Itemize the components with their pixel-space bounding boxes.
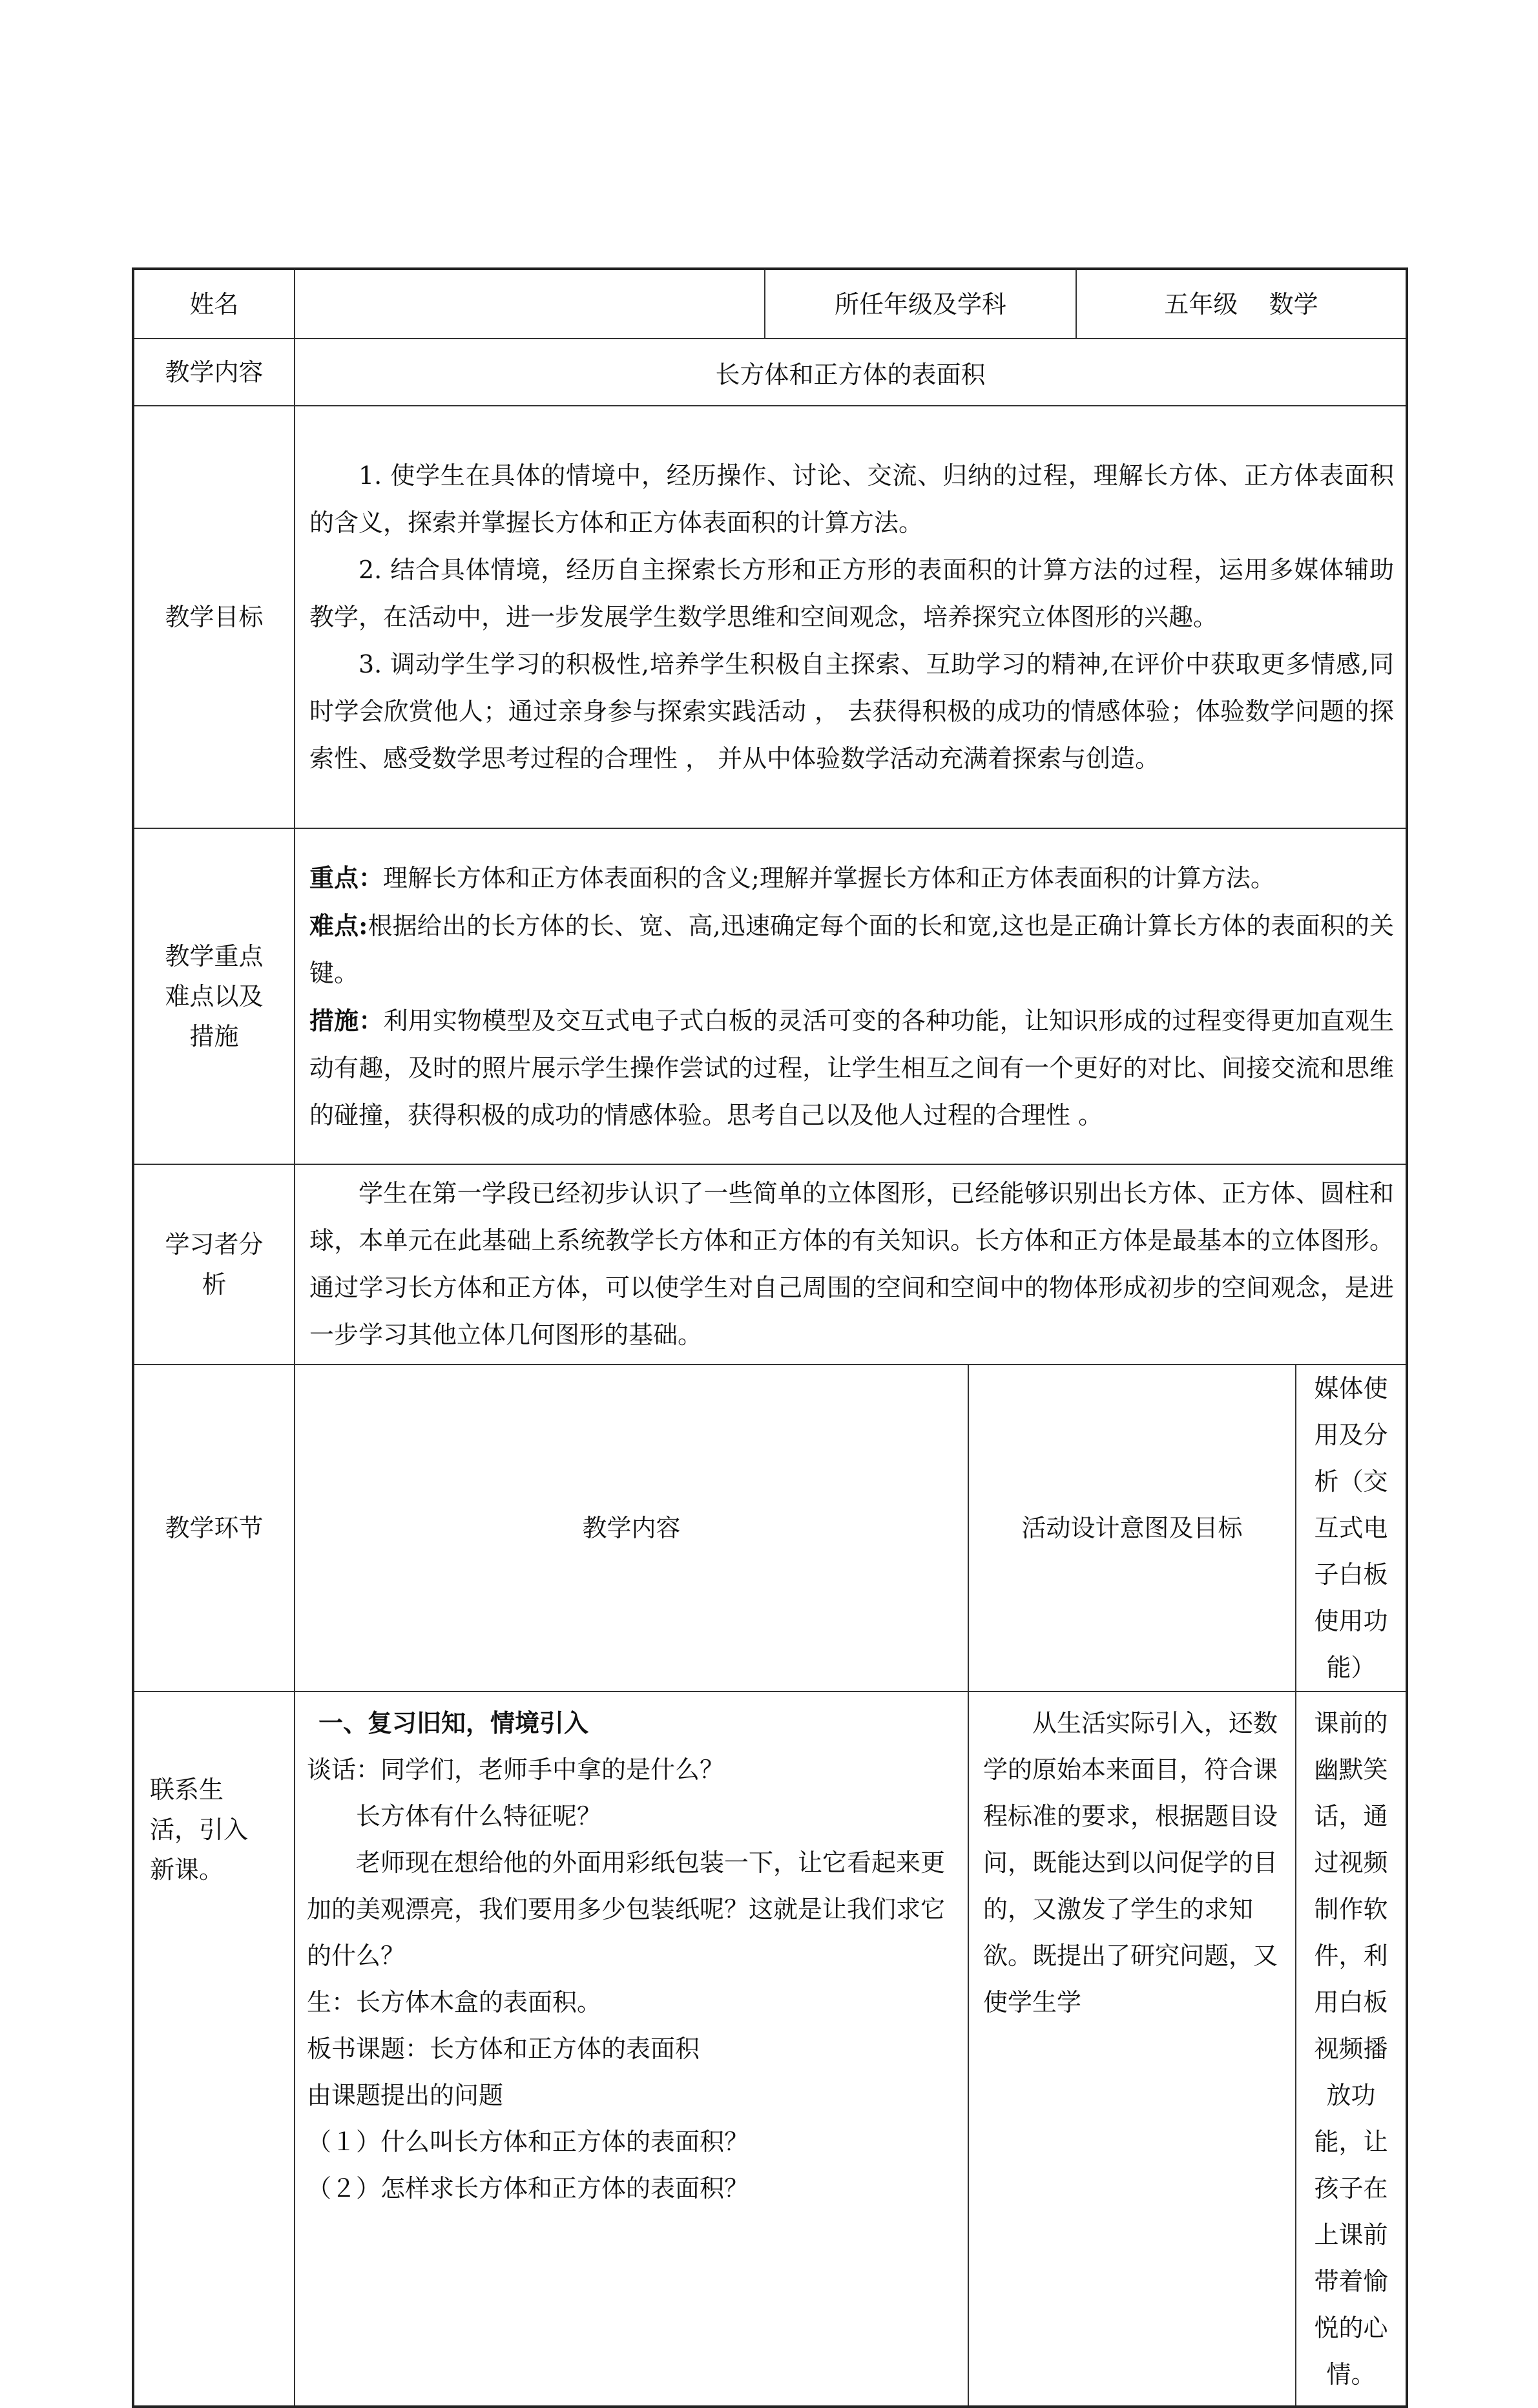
stage-1-intent: [968, 1691, 1296, 2407]
stage-1-text: 联系生活，引入新课。: [150, 1775, 249, 1884]
grade-value: 五年级 数学: [1076, 269, 1407, 339]
difficulty-line: [309, 902, 1394, 997]
content-value: 长方体和正方体的表面积: [295, 339, 1407, 406]
name-value: [295, 269, 765, 339]
objectives-text: [295, 406, 1407, 828]
objective-item-1: 1. 使学生在具体的情境中，经历操作、讨论、交流、归纳的过程，理解长方体、正方体表面积的含义，探索并掌握长方体和正方体表面积的计算方法。: [309, 461, 1395, 537]
keypoints-label: [133, 828, 295, 1164]
stage-row-1: [133, 1691, 1407, 2407]
col-intent-text: 活动设计意图及目标: [1021, 1514, 1243, 1542]
key-point-line: [309, 854, 1394, 902]
difficulty-title: 难点:: [309, 910, 368, 940]
key-text: 理解长方体和正方体表面积的含义;理解并掌握长方体和正方体表面积的计算方法。: [383, 863, 1275, 892]
lesson-plan-table: [132, 267, 1408, 2408]
col-stage-header: 教学环节: [133, 1365, 295, 1691]
objective-item-2: 2. 结合具体情境，经历自主探索长方形和正方形的表面积的计算方法的过程，运用多媒体辅助教学，在活动中，进一步发展学生数学思维和空间观念，培养探究立体图形的兴趣。: [309, 555, 1395, 631]
measures-title: 措施：: [309, 1005, 384, 1035]
grade-label: 所任年级及学科: [765, 269, 1076, 339]
objective-item-3: 3. 调动学生学习的积极性,培养学生积极自主探索、互助学习的精神,在评价中获取更多情感,同时学会欣赏他人；通过亲身参与探索实践活动 ， 去获得积极的成功的情感体验；体验数学问题的探索性、感受数学思考过程的合理性 ， 并从中体验数学活动充满着探索与创造。: [309, 649, 1395, 773]
measures-text: 利用实物模型及交互式电子式白板的灵活可变的各种功能，让知识形成的过程变得更加直观生动有趣，及时的照片展示学生操作尝试的过程，让学生相互之间有一个更好的对比、间接交流和思维的碰撞，获得积极的成功的情感体验。思考自己以及他人过程的合理性 。: [309, 1006, 1395, 1129]
objectives-row: [133, 406, 1407, 828]
difficulty-text: 根据给出的长方体的长、宽、高,迅速确定每个面的长和宽,这也是正确计算长方体的表面积的关键。: [309, 911, 1395, 987]
stage-1-line-4: 生：长方体木盒的表面积。: [307, 1988, 602, 2016]
stage-1-line-1: 谈话：同学们，老师手中拿的是什么？: [307, 1755, 725, 1784]
name-label: 姓名: [133, 269, 295, 339]
stage-1-line-2: 长方体有什么特征呢？: [356, 1802, 602, 1830]
stage-1-label: [133, 1691, 295, 2407]
stage-1-media: [1296, 1691, 1407, 2407]
content-row: [133, 339, 1407, 406]
stage-1-line-3: 老师现在想给他的外面用彩纸包装一下，让它看起来更加的美观漂亮，我们要用多少包装纸呢？这就是让我们求它的什么？: [307, 1848, 946, 1970]
learner-paragraph: 学生在第一学段已经初步认识了一些简单的立体图形，已经能够识别出长方体、正方体、圆柱和球，本单元在此基础上系统教学长方体和正方体的有关知识。长方体和正方体是最基本的立体图形。通过学习长方体和正方体，可以使学生对自己周围的空间和空间中的物体形成初步的空间观念，是进一步学习其他立体几何图形的基础。: [309, 1179, 1395, 1349]
name-row: [133, 269, 1407, 339]
stage-1-line-5: 板书课题：长方体和正方体的表面积: [307, 2035, 700, 2063]
col-media-text: 媒体使用及分析（交互式电子白板使用功能）: [1314, 1374, 1388, 1682]
stage-1-media-text: 课前的幽默笑话，通过视频制作软件，利用白板视频播放功能，让孩子在上课前带着愉悦的心情。: [1314, 1709, 1388, 2389]
stage-1-line-6: 由课题提出的问题: [307, 2081, 504, 2110]
stage-1-content: [295, 1691, 968, 2407]
stage-1-line-8: （２）怎样求长方体和正方体的表面积？: [307, 2174, 749, 2203]
key-title: 重点：: [309, 863, 384, 892]
learner-row: [133, 1164, 1407, 1365]
objectives-label: 教学目标: [133, 406, 295, 828]
content-label: 教学内容: [133, 339, 295, 406]
stage-1-intent-text: 从生活实际引入，还数学的原始本来面目，符合课程标准的要求，根据题目设问，既能达到以问促学的目的，又激发了学生的求知欲。既提出了研究问题，又使学生学: [983, 1709, 1278, 2016]
col-intent-header: [968, 1365, 1296, 1691]
stage-1-line-7: （１）什么叫长方体和正方体的表面积？: [307, 2128, 749, 2156]
keypoints-label-text: 教学重点难点以及措施: [165, 942, 264, 1051]
col-media-header: [1296, 1365, 1407, 1691]
col-content-header: 教学内容: [295, 1365, 968, 1691]
learner-label-text: 学习者分析: [165, 1230, 264, 1299]
learner-label: [133, 1164, 295, 1365]
keypoints-row: [133, 828, 1407, 1164]
columns-header-row: [133, 1365, 1407, 1691]
learner-text: [295, 1164, 1407, 1365]
keypoints-text: [295, 828, 1407, 1164]
measures-line: [309, 997, 1394, 1139]
stage-1-heading: 一、复习旧知，情境引入: [318, 1708, 589, 1737]
